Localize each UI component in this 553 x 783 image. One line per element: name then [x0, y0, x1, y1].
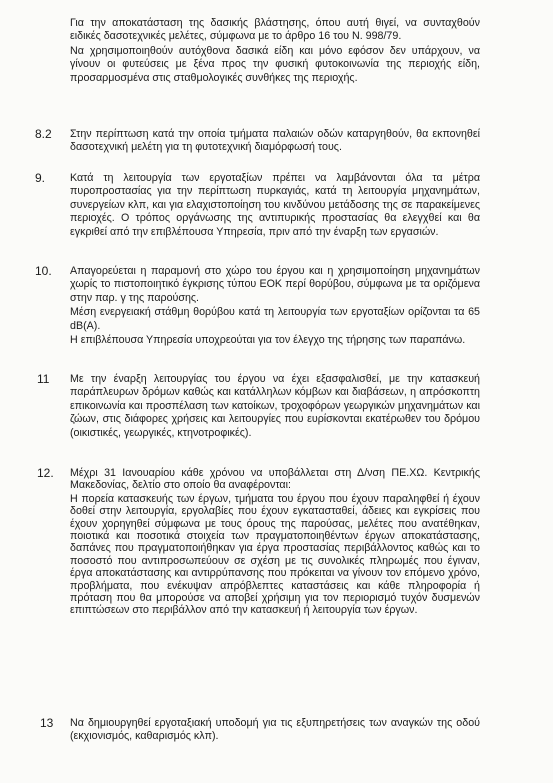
item-text — [70, 265, 480, 347]
item-number: 9. — [35, 171, 46, 185]
intro-paragraph: Για την αποκατάσταση της δασικής βλάστησης, όπου αυτή θιγεί, να συνταχθούν ειδικές δασοτεχνικές μελέτες, σύμφωνα με το άρθρο 16 του Ν. 998/79. — [70, 17, 480, 43]
item-number: 8.2 — [35, 127, 52, 141]
item-text — [70, 172, 480, 239]
item-text — [70, 373, 480, 440]
intro-paragraph: Να χρησιμοποιηθούν αυτόχθονα δασικά είδη και μόνο εφόσον δεν υπάρχουν, να γίνουν οι φυτεύσεις με ξένα προς την φυσική φυτοκοινωνία της περιοχής είδη, προσαρμοσμένα στις σταθμολογικές συνθήκες της περιοχής. — [70, 44, 480, 84]
item-number: 11 — [37, 372, 50, 386]
item-paragraph: Στην περίπτωση κατά την οποία τμήματα παλαιών οδών καταργηθούν, θα εκπονηθεί δασοτεχνική μελέτη για τη φυτοτεχνική διαμόρφωσή τους. — [70, 128, 480, 154]
item-number: 13 — [40, 716, 54, 730]
item-paragraph: Μέση ενεργειακή στάθμη θορύβου κατά τη λειτουργία των εργοταξίων ορίζονται τα 65 dB(A). — [70, 306, 480, 332]
intro-text — [70, 17, 480, 85]
item-text — [70, 128, 480, 155]
item-paragraph: Να δημιουργηθεί εργοταξιακή υποδομή για τις εξυπηρετήσεις των αναγκών της οδού (εκχιονισμός, καθαρισμός κλπ). — [70, 717, 480, 743]
item-paragraph: Κατά τη λειτουργία των εργοταξίων πρέπει να λαμβάνονται όλα τα μέτρα πυροπροστασίας για την περίπτωση πυρκαγιάς, κατά τη λειτουργία μηχανημάτων, συνεργείων κλπ, και για ελαχιστοποίηση του κινδύνου μετάδοσης της σε παρακείμενες περιοχές. Ο τρόπος οργάνωσης της αντιπυρικής προστασίας θα ελεγχθεί και θα εγκριθεί από την επιβλέπουσα Υπηρεσία, πριν από την έναρξη των εργασιών. — [70, 172, 480, 238]
item-paragraph: Μέχρι 31 Ιανουαρίου κάθε χρόνου να υποβάλλεται στη Δ/νση ΠΕ.ΧΩ. Κεντρικής Μακεδονίας, δελτίο στο οποίο θα αναφέρονται: — [70, 467, 480, 492]
item-number: 10. — [35, 264, 52, 278]
item-paragraph: Η επιβλέπουσα Υπηρεσία υποχρεούται για τον έλεγχο της τήρησης των παραπάνω. — [70, 334, 466, 347]
item-text — [70, 717, 480, 744]
item-paragraph: Απαγορεύεται η παραμονή στο χώρο του έργου και η χρησιμοποίηση μηχανημάτων χωρίς το πιστοποιητικό έγκρισης τύπου ΕΟΚ περί θορύβου, σύμφωνα με τα οριζόμενα στην παρ. γ της παρούσης. — [70, 265, 480, 304]
item-paragraph: Η πορεία κατασκευής των έργων, τμήματα του έργου που έχουν παραληφθεί ή έχουν δοθεί στην λειτουργία, εργολαβίες που έχουν εγκατασταθεί, άδειες και εγκρίσεις που έχουν χορηγηθεί σύμφωνα με τους όρους της παρούσας, μελέτες που ανατέθηκαν, ποιοτικά και ποσοτικά στοιχεία των πραγματοποιηθέντων έργων αποκατάστασης, δαπάνες που πραγματοποιήθηκαν για έργα προστασίας περιβάλλοντος καθώς και το ποσοστό που αντιπροσωπεύουν σε σχέση με τις συνολικές πληρωμές που έγιναν, έργα αποκατάστασης και αντιρρύπανσης που πρόκειται να γίνουν τον επόμενο χρόνο, προβλήματα, που ενέκυψαν απρόβλεπτες καταστάσεις και κάθε πληροφορία ή πρόταση που θα μπορούσε να αποβεί χρήσιμη για τον περιορισμό τυχόν δυσμενών επιπτώσεων στο περιβάλλον από την κατασκευή ή λειτουργία των έργων. — [70, 492, 480, 617]
item-number: 12. — [37, 466, 54, 480]
item-text — [70, 467, 480, 617]
item-paragraph: Με την έναρξη λειτουργίας του έργου να έχει εξασφαλισθεί, με την κατασκευή παράπλευρων δρόμων καθώς και κατάλληλων κόμβων και διαβάσεων, η απρόσκοπτη επικοινωνία και προσπέλαση των κατοίκων, τροχοφόρων γεωργικών μηχανημάτων και ζώων, στις διάφορες χρήσεις και λειτουργίες που ευρίσκονται εκατέρωθεν του δρόμου (οικιστικές, γεωργικές, κτηνοτροφικές). — [70, 373, 480, 439]
